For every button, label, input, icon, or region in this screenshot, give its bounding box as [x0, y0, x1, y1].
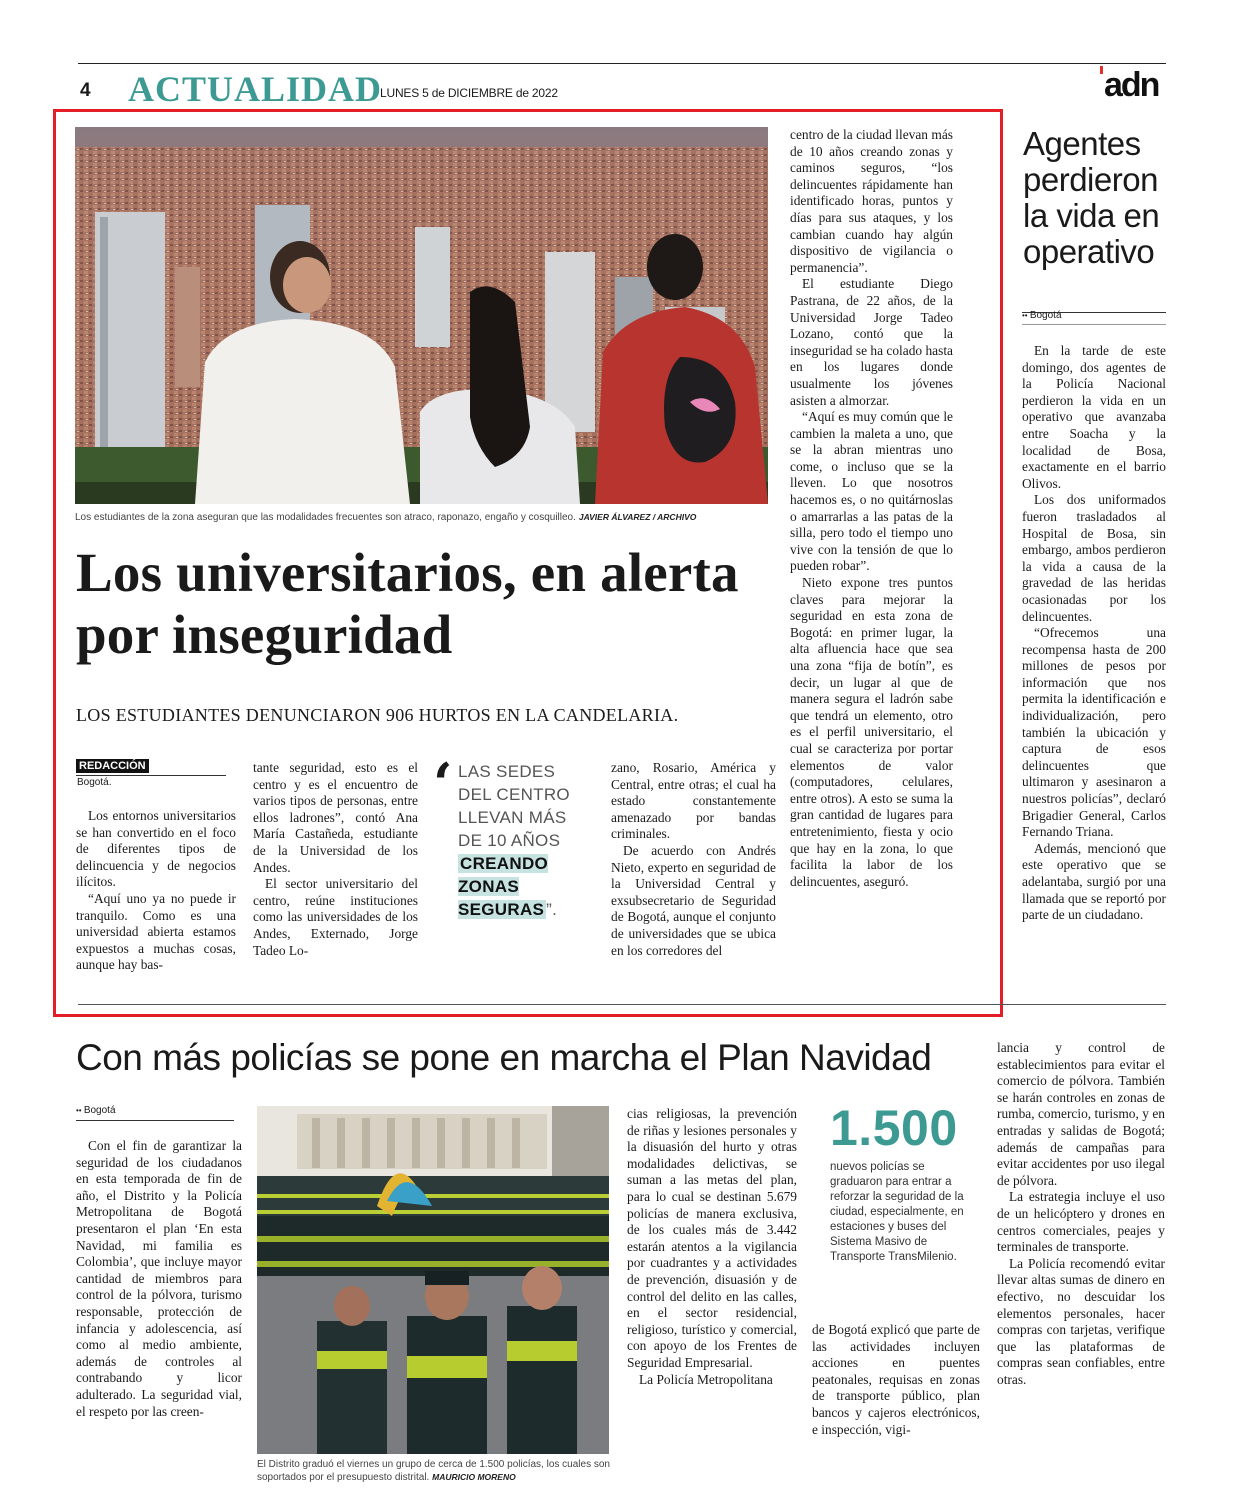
- byline: REDACCIÓN: [76, 759, 149, 773]
- byline-city: Bogotá.: [77, 777, 112, 788]
- top-rule: [78, 63, 1166, 64]
- hero-photo: [75, 127, 768, 504]
- police-caption-text: El Distrito graduó el viernes un grupo de cerca de 1.500 policías, los cuales son soportados por el presupuesto distrital.: [257, 1459, 610, 1483]
- story2-rule: [76, 1120, 234, 1121]
- story2-column-2: [627, 1106, 797, 1388]
- main-column-1: [76, 808, 236, 974]
- paragraph: Con el fin de garantizar la seguridad de los ciudadanos en esta temporada de fin de año, el Distrito y la Policía Metropolitana de Bogotá presentaron el plan ‘En esta Navidad, mi familia es Colombia’, que incluye mayor cantidad de miembros para control de la pólvora, turismo responsable, protección de infancia y adolescencia, así como al medio ambiente, además de controles al contrabando y licor adulterado. La seguridad vial, el respeto por las creen-: [76, 1138, 242, 1419]
- hero-caption-text: Los estudiantes de la zona aseguran que las modalidades frecuentes son atraco, raponazo, engaño y cosquilleo.: [75, 512, 576, 523]
- story2-headline: Con más policías se pone en marcha el Plan Navidad: [76, 1037, 932, 1078]
- city-students-illustration: [75, 127, 768, 504]
- pull-quote: [458, 760, 593, 921]
- police-caption: [257, 1458, 612, 1484]
- pull-quote-end: ”.: [546, 900, 558, 919]
- stat-number: 1.500: [830, 1100, 958, 1156]
- hero-photo-credit: JAVIER ÁLVAREZ / ARCHIVO: [578, 512, 697, 522]
- main-subheadline: LOS ESTUDIANTES DENUNCIARON 906 HURTOS EN LA CANDELARIA.: [76, 705, 679, 725]
- section-title: ACTUALIDAD: [128, 69, 383, 109]
- pull-quote-text: LAS SEDES DEL CENTRO LLEVAN MÁS DE 10 AÑOS: [458, 762, 570, 850]
- police-photo-credit: MAURICIO MORENO: [432, 1472, 516, 1482]
- main-column-4: [790, 127, 953, 890]
- paragraph: La estrategia incluye el uso de un helicóptero y drones en centros comerciales, peajes y terminales de transporte.: [997, 1189, 1165, 1255]
- side-headline: Agentes perdieron la vida en operativo: [1023, 125, 1160, 270]
- issue-date: LUNES 5 de DICIEMBRE de 2022: [380, 86, 558, 100]
- paragraph: En la tarde de este domingo, dos agentes de la Policía Nacional perdieron la vida en un operativo que avanzaba entre Soacha y la localidad de Bosa, exactamente en el barrio Olivos.: [1022, 343, 1166, 491]
- hero-caption: [75, 512, 775, 523]
- paragraph: cias religiosas, la prevención de riñas y lesiones personales y la disuasión del hurto y otras modalidades delictivas, se suman a las metas del plan, para lo cual se destinan 5.679 policías de manera exclusiva, de los cuales más de 3.442 estarán atentos a la vigilancia por cuadrantes y a actividades de prevención, disuasión y de control del delito en las calles, en el sector residencial, religioso, turístico y comercial, con apoyo de los Frentes de Seguridad Empresarial.: [627, 1106, 797, 1370]
- main-headline: Los universitarios, en alerta por inseguridad: [76, 542, 739, 665]
- police-graduation-illustration: [257, 1106, 609, 1454]
- paragraph: lancia y control de establecimientos para evitar el comercio de pólvora. También se harán controles en zonas de rumba, comercio, turismo, y en entradas y salidas de Bogotá; además de campañas para evitar accidentes por uso ilegal de pólvora.: [997, 1040, 1165, 1188]
- stat-text: nuevos policías se graduaron para entrar a reforzar la seguridad de la ciudad, especialmente, en estaciones y buses del Sistema Masivo de Transporte TransMilenio.: [830, 1161, 964, 1263]
- story2-city: •• Bogotá: [76, 1105, 116, 1116]
- byline-rule: [76, 775, 226, 776]
- paragraph: De acuerdo con Andrés Nieto, experto en seguridad de la Universidad Central y exsubsecretario de Seguridad de Bogotá, aunque el conjunto de universidades que se ubica en los corredores del: [611, 842, 776, 958]
- paragraph: de Bogotá explicó que parte de las actividades incluyen acciones en puentes peatonales, requisas en zonas de transporte público, plan bancos y cajeros electrónicos, e inspección, vigi-: [812, 1322, 980, 1437]
- paragraph: Además, mencionó que este operativo que se adelantaba, surgió por una llamada que se reportó por parte de un ciudadano.: [1022, 840, 1166, 923]
- paragraph: El estudiante Diego Pastrana, de 22 años, de la Universidad Jorge Tadeo Lozano, contó que la inseguridad se ha colado hasta en los lugares donde usualmente los jóvenes asisten a almorzar.: [790, 276, 953, 408]
- pull-quote-highlight: CREANDO ZONAS SEGURAS: [458, 854, 549, 919]
- main-column-3: [611, 760, 776, 959]
- section-divider: [78, 1004, 1166, 1005]
- side-column: [1022, 343, 1166, 924]
- story2-column-1: [76, 1138, 242, 1420]
- paragraph: “Aquí es muy común que le cambien la maleta a uno, que se la abran mientras uno come, o incluso que se la lleven. Lo que nosotros hacemos es, o no quitárnoslas o amarrarlas a las patas de la silla, pero todo el tiempo uno vive con la tensión de que lo pueden robar”.: [790, 409, 953, 574]
- paragraph: zano, Rosario, América y Central, entre otras; el cual ha estado constantemente amenazado por bandas criminales.: [611, 760, 776, 842]
- paragraph: centro de la ciudad llevan más de 10 años creando zonas y caminos seguros, “los delincuentes rápidamente han identificado horas, puntos y días para sus ataques, y los cambian cuando hay algún dispositivo de vigilancia o permanencia”.: [790, 127, 953, 275]
- police-photo: [257, 1106, 609, 1454]
- main-column-2: [253, 760, 418, 959]
- paragraph: La Policía Metropolitana: [639, 1371, 773, 1387]
- side-city: •• Bogotá: [1022, 310, 1062, 321]
- story2-column-4: [997, 1040, 1165, 1388]
- paragraph: tante seguridad, esto es el centro y es el encuentro de varios tipos de personas, entre ellos ladrones”, contó Ana María Castañeda, estudiante de la Universidad de los Andes.: [253, 760, 418, 875]
- paragraph: El sector universitario del centro, reúne instituciones como las universidades de los Andes, Externado, Jorge Tadeo Lo-: [253, 876, 418, 958]
- side-rule-bottom: [1022, 324, 1166, 325]
- story2-column-3: [812, 1322, 980, 1438]
- paragraph: La Policía recomendó evitar llevar altas sumas de dinero en efectivo, no descuidar los elementos personales, hacer compras con tarjetas, verifique que las plataformas de compras sean confiables, entre otras.: [997, 1255, 1165, 1387]
- paragraph: Nieto expone tres puntos claves para mejorar la seguridad en esta zona de Bogotá: en primer lugar, la alta afluencia hace que sea una zona “fija de botín”, es decir, un lugar al que de manera segura el ladrón sabe que tendrá un elemento, otro es el perfil universitario, el cual se caracteriza por portar elementos de valor (computadores, celulares, entre otros). A esto se suma la gran cantidad de lugares para entretenimiento, fiesta y ocio que hay en la zona, lo que facilita la labor de los delincuentes, aseguró.: [790, 575, 953, 889]
- paragraph: Los entornos universitarios se han convertido en el foco de diferentes tipos de delincuencia y de negocios ilícitos.: [76, 808, 236, 890]
- paragraph: “Ofrecemos una recompensa hasta de 200 millones de pesos por información que nos permita la identificación e individualización, pero también la ubicación y captura de esos delincuentes que ultimaron y asesinaron a nuestros policías”, declaró Brigadier General, Carlos Fernando Triana.: [1022, 625, 1166, 840]
- page-number: 4: [80, 80, 91, 101]
- brand-logo-text: adn: [1104, 66, 1159, 104]
- quote-mark-icon: ‘: [433, 751, 453, 817]
- paragraph: “Aquí uno ya no puede ir tranquilo. Como es una universidad abierta estamos expuestos a muchas cosas, aunque hay bas-: [76, 890, 236, 973]
- paragraph: Los dos uniformados fueron trasladados al Hospital de Bosa, sin embargo, ambos perdieron la vida a causa de la gravedad de las heridas ocasionadas por los delincuentes.: [1022, 492, 1166, 624]
- brand-logo: [1100, 66, 1158, 105]
